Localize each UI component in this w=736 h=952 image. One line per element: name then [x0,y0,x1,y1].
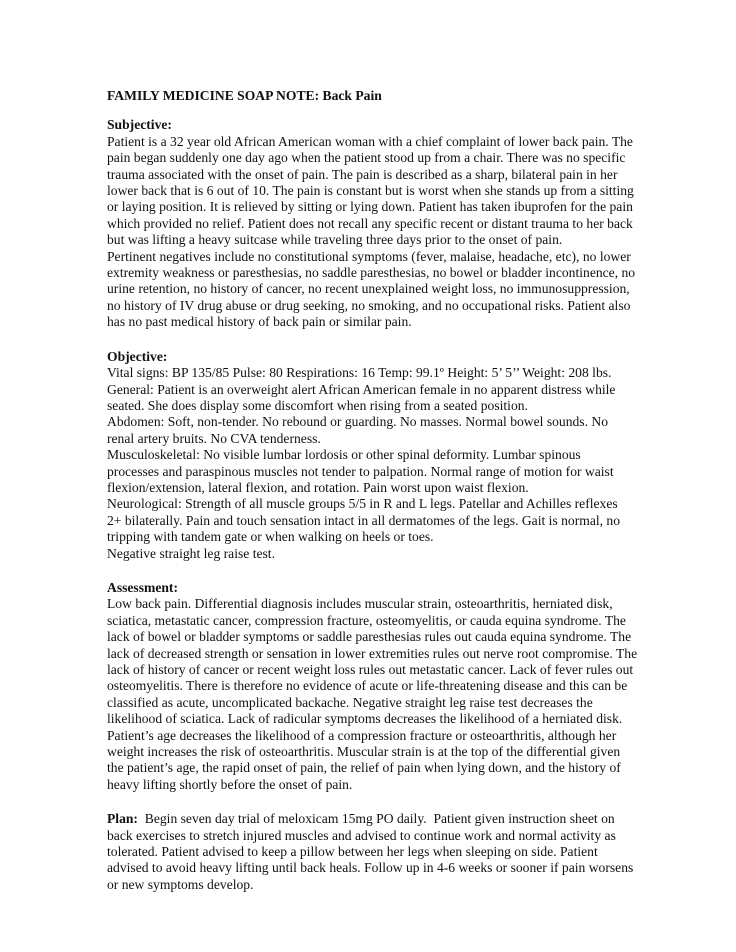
plan-first-line [107,811,635,827]
plan-text [107,811,635,893]
text-line: pain began suddenly one day ago when the patient stood up from a chair. There was no specific [107,150,626,166]
text-line: osteomyelitis. There is therefore no evidence of acute or life-threatening disease and this can be [107,678,628,694]
text-line: Pertinent negatives include no constitutional symptoms (fever, malaise, headache, etc), no lower [107,248,631,264]
text-line: or laying position. It is relieved by sitting or lying down. Patient has taken ibuprofen for the pain [107,199,633,215]
soap-note [107,88,638,911]
text-line: has no past medical history of back pain or similar pain. [107,314,412,330]
text-line: tolerated. Patient advised to keep a pillow between her legs when sleeping on side. Patient [107,844,598,860]
subjective-text [107,134,635,331]
plan-heading: Plan: [107,811,138,827]
text-line: flexion/extension, lateral flexion, and rotation. Pain worst upon waist flexion. [107,479,529,495]
text-line: which provided no relief. Patient does not recall any specific recent or distant trauma to her back [107,215,633,231]
text-line: Vital signs: BP 135/85 Pulse: 80 Respirations: 16 Temp: 99.1º Height: 5’ 5’’ Weight: 208 lbs. [107,365,612,381]
text-line: General: Patient is an overweight alert African American female in no apparent distress while [107,381,616,397]
text-line: lower back that is 6 out of 10. The pain is constant but is worst when she stands up from a sitting [107,183,634,199]
text-line: lack of history of cancer or recent weight loss rules out metastatic cancer. Lack of fever rules out [107,662,634,677]
objective-section [107,349,635,562]
text-line: Neurological: Strength of all muscle groups 5/5 in R and L legs. Patellar and Achilles reflexes [107,496,618,512]
assessment-text [107,596,638,793]
text-line: lack of decreased strength or sensation in lower extremities rules out nerve root compromise. The [107,645,638,661]
assessment-heading: Assessment: [107,579,178,595]
text-line: Musculoskeletal: No visible lumbar lordosis or other spinal deformity. Lumbar spinous [107,447,581,463]
text-line: renal artery bruits. No CVA tenderness. [107,430,321,446]
text-line: seated. She does display some discomfort when rising from a seated position. [107,397,528,413]
text-line: the patient’s age, the rapid onset of pain, the relief of pain when lying down, and the history of [107,760,621,776]
text-line: heavy lifting shortly before the onset of pain. [107,776,353,792]
text-line: back exercises to stretch injured muscles and advised to continue work and normal activity as [107,827,616,843]
text-line: no history of IV drug abuse or drug seeking, no smoking, and no occupational risks. Patient also [107,297,631,313]
objective-text [107,365,635,562]
plan-section [107,811,635,893]
text-line: weight increases the risk of osteoarthritis. Muscular strain is at the top of the differential given [107,744,621,760]
objective-heading: Objective: [107,348,168,364]
subjective-section [107,117,635,330]
text-line: advised to avoid heavy lifting until back heals. Follow up in 4-6 weeks or sooner if pain worsens [107,860,634,876]
text-line: lack of bowel or bladder symptoms or saddle paresthesias rules out cauda equina syndrome. The [107,629,632,645]
text-line: extremity weakness or paresthesias, no saddle paresthesias, no bowel or bladder incontinence, no [107,265,636,281]
assessment-section [107,579,638,793]
text-line: classified as acute, uncomplicated backache. Negative straight leg raise test decreases the [107,694,593,710]
text-line: Abdomen: Soft, non-tender. No rebound or guarding. No masses. Normal bowel sounds. No [107,414,609,430]
plan-first-line-text: Begin seven day trial of meloxicam 15mg PO daily. Patient given instruction sheet on [137,811,615,827]
document-title: FAMILY MEDICINE SOAP NOTE: Back Pain [107,88,382,103]
text-line: urine retention, no history of cancer, no recent unexplained weight loss, no immunosuppression, [107,281,630,297]
text-line: 2+ bilaterally. Pain and touch sensation intact in all dermatomes of the legs. Gait is normal, no [107,512,621,528]
text-line: Patient is a 32 year old African American woman with a chief complaint of lower back pain. The [107,133,633,149]
text-line: tripping with tandem gate or when walking on heels or toes. [107,529,434,545]
text-line: but was lifting a heavy suitcase while traveling three days prior to the onset of pain. [107,232,563,248]
text-line: Low back pain. Differential diagnosis includes muscular strain, osteoarthritis, herniated disk, [107,596,613,612]
text-line: Patient’s age decreases the likelihood of a compression fracture or osteoarthritis, although her [107,727,617,743]
text-line: processes and paraspinous muscles not tender to palpation. Normal range of motion for waist [107,463,614,479]
text-line: trauma associated with the onset of pain. The pain is described as a sharp, bilateral pain in her [107,166,618,182]
text-line: or new symptoms develop. [107,876,254,892]
text-line: sciatica, metastatic cancer, compression fracture, osteomyelitis, or cauda equina syndrome. The [107,612,626,628]
text-line: likelihood of sciatica. Lack of radicular symptoms decreases the likelihood of a herniated disk. [107,711,623,727]
text-line: Negative straight leg raise test. [107,545,275,561]
subjective-heading: Subjective: [107,117,172,133]
